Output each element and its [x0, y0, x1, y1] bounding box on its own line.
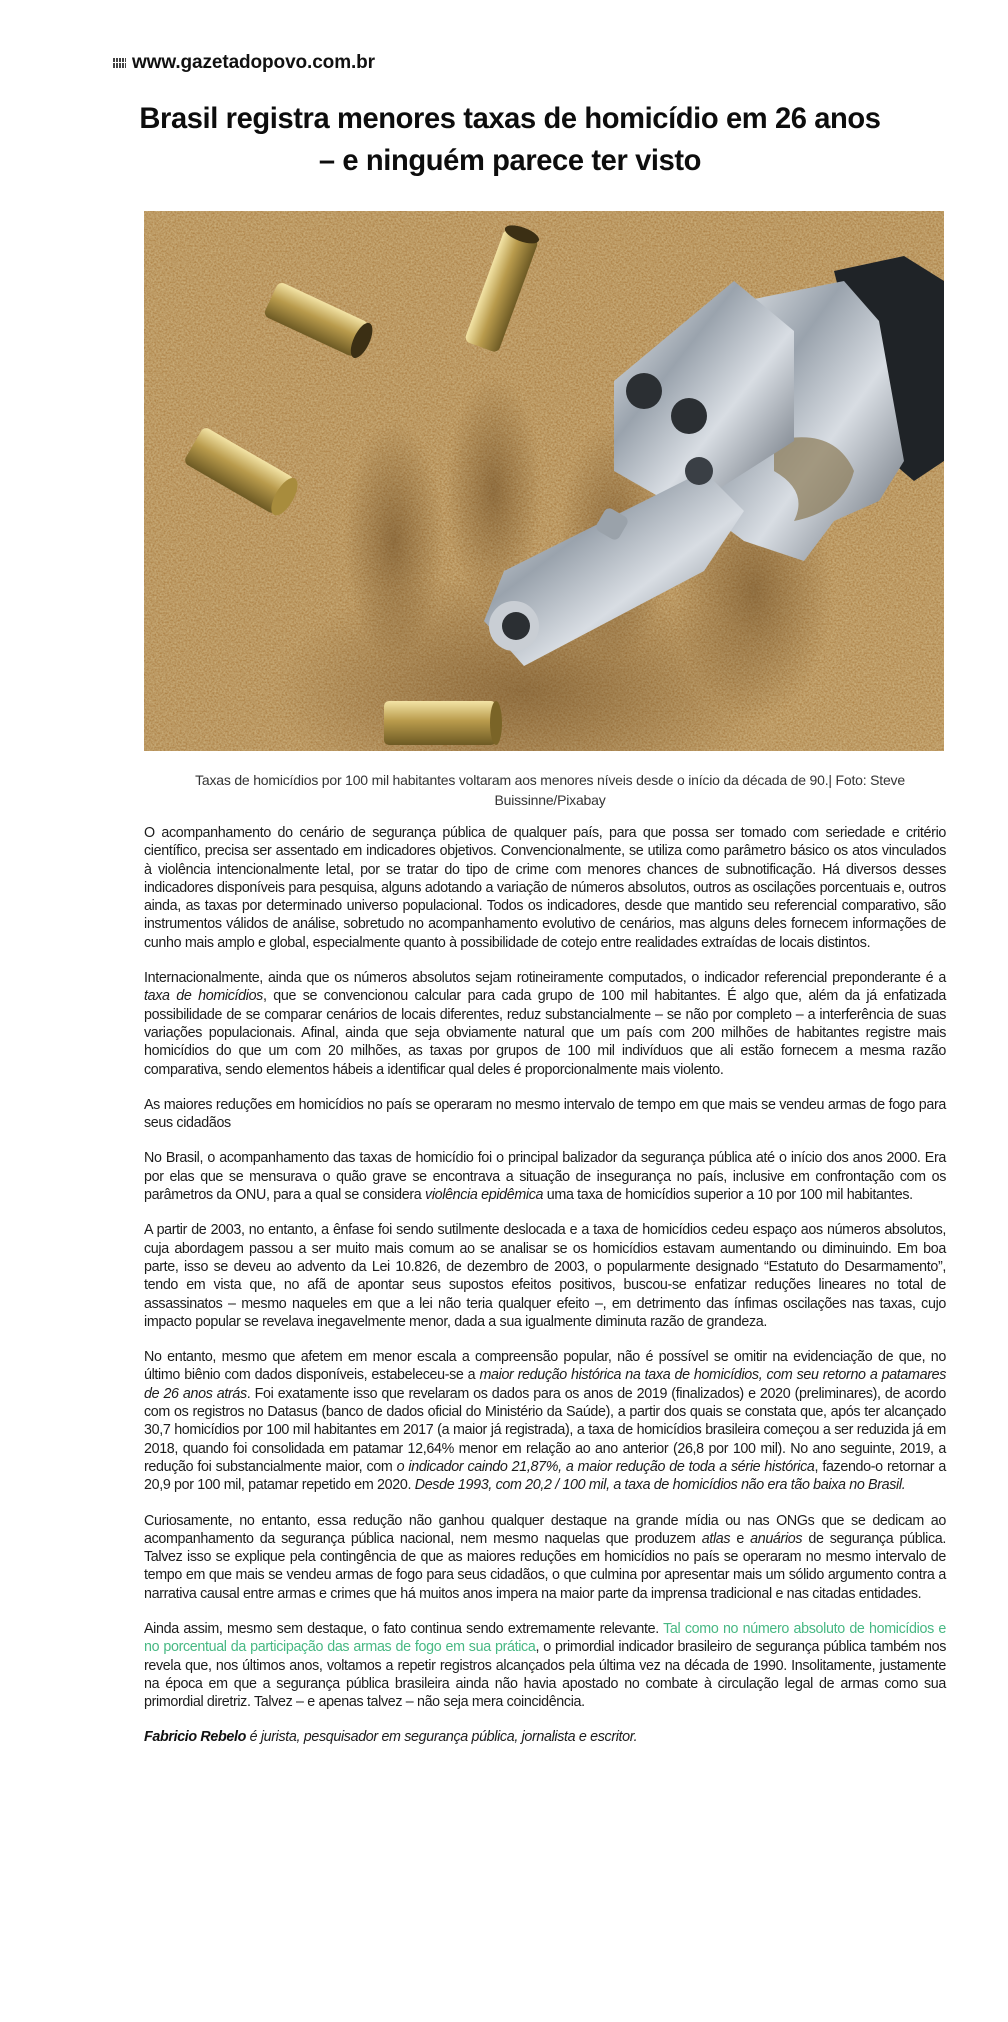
paragraph-6-emphasis-3: Desde 1993, com 20,2 / 100 mil, a taxa de homicídios não era tão baixa no Brasil.: [414, 1477, 906, 1494]
article-headline: Brasil registra menores taxas de homicídio em 26 anos – e ninguém parece ter visto: [139, 102, 881, 177]
paragraph-4-text-b: uma taxa de homicídios superior a 10 por 100 mil habitantes.: [543, 1187, 913, 1204]
paragraph-5: A partir de 2003, no entanto, a ênfase foi sendo sutilmente deslocada e a taxa de homicídios cedeu espaço aos números absolutos, cuja abordagem passou a ser muito mais comum ao se analisar se os homicídios estavam aumentando ou diminuindo. Em boa parte, isso se deveu ao advento da Lei 10.826, de dezembro de 2003, o popularmente designado “Estatuto do Desarmamento”, tendo em vista que, no afã de apontar seus supostos efeitos positivos, buscou-se enfatizar reduções lineares no total de assassinatos – mesmo naqueles em que a lei não teria qualquer efeito –, em detrimento das ínfimas oscilações nas taxas, cujo impacto popular se revelava inegavelmente menor, dada a sua igualmente diminuta razão de grandeza.: [144, 1222, 946, 1330]
author-name: Fabricio Rebelo: [144, 1729, 246, 1746]
paragraph-6-text-c: , fazendo-o retornar a 20,9 por 100 mil, patamar repetido em 2020.: [144, 1458, 946, 1494]
paragraph-8-text-b: , o primordial indicador brasileiro de segurança pública também nos revela que, nos últimos anos, voltamos a repetir registros alcançados pela última vez na década de 1990. Insolitamente, justamente na época em que a segurança pública brasileira ainda não havia apostado no combate à circulação legal de armas como sua primordial diretriz. Talvez – e apenas talvez – não seja mera coincidência.: [144, 1639, 946, 1711]
article-photo: [144, 211, 944, 751]
paragraph-7-text-c: de segurança pública. Talvez isso se explique pela contingência de que as maiores reduções em homicídios no país se operaram no mesmo intervalo de tempo em que mais se vendeu armas de fogo para seus cidadãos, o que culmina por apresentar mais um sólido argumento contra a narrativa causal entre armas e crimes que há muitos anos impera na maior parte da imprensa tradicional e nas citadas entidades.: [144, 1530, 946, 1602]
paragraph-7: [144, 1512, 946, 1603]
paragraph-1: O acompanhamento do cenário de segurança pública de qualquer país, para que possa ser tomado com seriedade e critério científico, precisa ser assentado em indicadores objetivos. Convencionalmente, se utiliza como parâmetro básico os atos vinculados à violência intencionalmente letal, por se tratar do tipo de crime com menores chances de subnotificação. Há diversos desses indicadores disponíveis para pesquisa, alguns adotando a variação de números absolutos, outros as oscilações porcentuais e, outros ainda, as taxas por determinado universo populacional. Todos os indicadores, desde que mantido seu referencial comparativo, são instrumentos válidos de análise, sobretudo no acompanhamento evolutivo de cenários, mas alguns deles fornecem informações de cunho mais amplo e global, especialmente quanto à possibilidade de cotejo entre realidades extraídas de locais distintos.: [144, 825, 946, 951]
paragraph-7-emphasis-2: anuários: [750, 1530, 803, 1547]
paragraph-2: [144, 969, 946, 1079]
gazeta-do-povo-logo-icon: [113, 58, 126, 68]
paragraph-6-text-a: No entanto, mesmo que afetem em menor escala a compreensão popular, não é possível se omitir na evidenciação de que, no último biênio com dados disponíveis, estabeleceu-se a: [144, 1349, 946, 1384]
site-url[interactable]: www.gazetadopovo.com.br: [132, 52, 375, 73]
paragraph-7-text-b: e: [730, 1530, 751, 1547]
paragraph-2-text-b: , que se convencionou calcular para cada grupo de 100 mil habitantes. É algo que, além da já enfatizada possibilidade de se comparar cenários de locais diferentes, reduz substancialmente – se não por completo – a interferência de suas variações populacionais. Afinal, ainda que seja obviamente natural que um país com 200 milhões de habitantes registre mais homicídios do que um com 20 milhões, as taxas por grupos de 100 mil indivíduos que ali estão fornecem a mesma razão comparativa, sendo elementos hábeis a identificar qual deles é proporcionalmente mais violento.: [144, 988, 946, 1078]
paragraph-6-emphasis-2: o indicador caindo 21,87%, a maior redução de toda a série histórica: [396, 1458, 815, 1475]
paragraph-2-text-a: Internacionalmente, ainda que os números absolutos sejam rotineiramente computados, o indicador referencial preponderante é a: [144, 970, 946, 987]
paragraph-7-text-a: Curiosamente, no entanto, essa redução não ganhou qualquer destaque na grande mídia ou nas ONGs que se dedicam ao acompanhamento da segurança pública nacional, nem mesmo naquelas que produzem: [144, 1512, 946, 1547]
paragraph-7-emphasis-1: atlas: [701, 1530, 731, 1547]
author-byline: [144, 1728, 946, 1746]
paragraph-4: [144, 1149, 946, 1204]
author-bio: é jurista, pesquisador em segurança pública, jornalista e escritor.: [246, 1729, 638, 1746]
paragraph-4-emphasis: violência epidêmica: [425, 1187, 544, 1204]
paragraph-6-text-b: . Foi exatamente isso que revelaram os dados para os anos de 2019 (finalizados) e 2020 (preliminares), de acordo com os registros no Datasus (banco de dados oficial do Ministério da Saúde), a partir dos quais se constata que, após ter alcançado 30,7 homicídios por 100 mil habitantes em 2017 (a maior já registrada), a taxa de homicídios brasileira começou a ser reduzida já em 2018, quando foi consolidada em patamar 12,64% menor em relação ao ano anterior (26,8 por 100 mil). No ano seguinte, 2019, a redução foi substancialmente maior, com: [144, 1385, 946, 1475]
paragraph-8-text-a: Ainda assim, mesmo sem destaque, o fato continua sendo extremamente relevante.: [144, 1620, 664, 1637]
paragraph-4-text-a: No Brasil, o acompanhamento das taxas de homicídio foi o principal balizador da segurança pública até o início dos anos 2000. Era por elas que se mensurava o quão grave se encontrava a situação de insegurança no país, inclusive em confrontação com os parâmetros da ONU, para a qual se considera: [144, 1150, 946, 1204]
paragraph-6-emphasis-1: maior redução histórica na taxa de homicídios, com seu retorno a patamares de 26 anos atrás: [144, 1367, 946, 1402]
revolver-photo-illustration: [144, 211, 944, 751]
paragraph-2-emphasis: taxa de homicídios: [144, 988, 263, 1005]
paragraph-6: [144, 1348, 946, 1494]
photo-caption: Taxas de homicídios por 100 mil habitantes voltaram aos menores níveis desde o início da década de 90.| Foto: Steve Buissinne/Pixabay: [195, 772, 905, 808]
paragraph-8: [144, 1620, 946, 1711]
related-article-link[interactable]: Tal como no número absoluto de homicídios e no porcentual da participação das armas de fogo em sua prática: [144, 1620, 946, 1656]
pull-quote: As maiores reduções em homicídios no país se operaram no mesmo intervalo de tempo em que mais se vendeu armas de fogo para seus cidadãos: [144, 1096, 946, 1132]
article-body: [144, 824, 946, 1764]
site-header: [113, 52, 375, 74]
